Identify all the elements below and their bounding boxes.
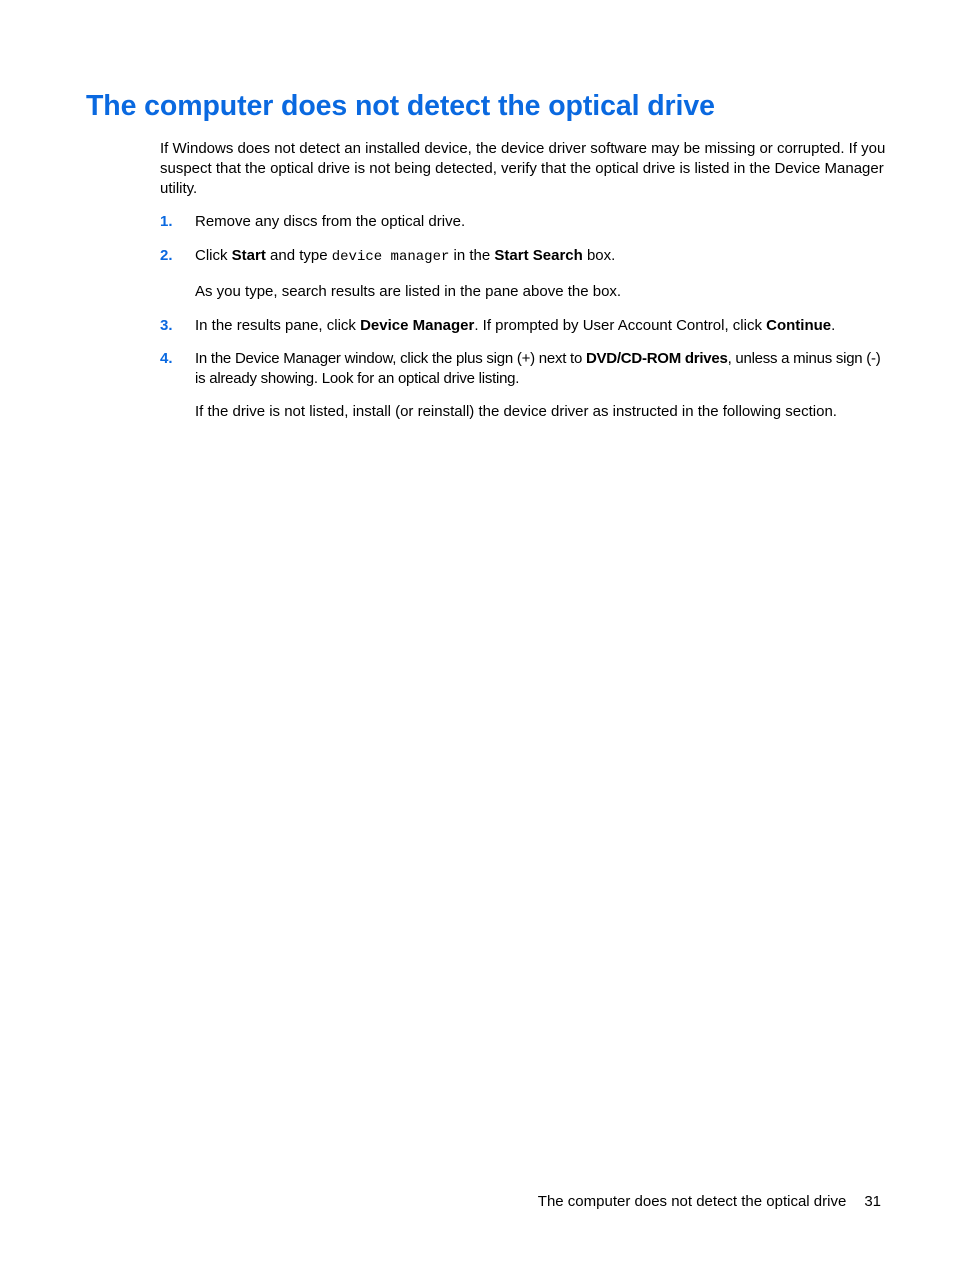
intro-paragraph: If Windows does not detect an installed device, the device driver software may be missing or corrupted. If you suspect that the optical drive is not being detected, verify that the optical drive is listed in the Device Manager utility. xyxy=(160,140,886,197)
step-number: 4. xyxy=(160,350,173,367)
step-note: As you type, search results are listed in the pane above the box. xyxy=(195,283,622,300)
page-title: The computer does not detect the optical drive xyxy=(86,90,715,122)
step-text-part: In the results pane, click xyxy=(195,317,361,334)
steps-list xyxy=(160,212,888,422)
step-number: 3. xyxy=(160,317,173,334)
step-text xyxy=(195,349,888,389)
page-number: 31 xyxy=(864,1193,881,1210)
ui-term-start: Start xyxy=(231,247,266,264)
step-4 xyxy=(160,349,888,422)
step-text-part: . If prompted by User Account Control, click xyxy=(474,317,767,334)
step-3 xyxy=(160,316,888,336)
typed-command: device manager xyxy=(331,249,450,265)
step-text-part: in the xyxy=(449,247,495,264)
step-text-part: In the Device Manager window, click the plus sign (+) next to xyxy=(195,350,586,367)
step-text-part: Click xyxy=(195,247,232,264)
step-number: 2. xyxy=(160,247,173,264)
step-2 xyxy=(160,246,888,302)
step-text-part: and type xyxy=(265,247,332,264)
ui-term-device-manager: Device Manager xyxy=(360,317,475,334)
step-text-part: . xyxy=(831,317,836,334)
footer-title: The computer does not detect the optical drive xyxy=(537,1193,847,1210)
main-content xyxy=(160,139,888,422)
page-footer xyxy=(538,1192,881,1212)
ui-term-continue: Continue xyxy=(766,317,832,334)
step-1 xyxy=(160,212,888,232)
step-text-part: box. xyxy=(582,247,616,264)
ui-term-start-search: Start Search xyxy=(494,247,583,264)
ui-term-dvd-drives: DVD/CD-ROM drives xyxy=(585,350,728,367)
step-text xyxy=(195,246,888,267)
step-number: 1. xyxy=(160,213,173,230)
step-note: If the drive is not listed, install (or reinstall) the device driver as instructed in the following section. xyxy=(195,403,837,420)
step-text xyxy=(195,316,888,336)
step-text: Remove any discs from the optical drive. xyxy=(195,213,466,230)
step-text-part: , unless a minus sign (-) is already showing. Look for an optical drive listing. xyxy=(195,350,881,387)
